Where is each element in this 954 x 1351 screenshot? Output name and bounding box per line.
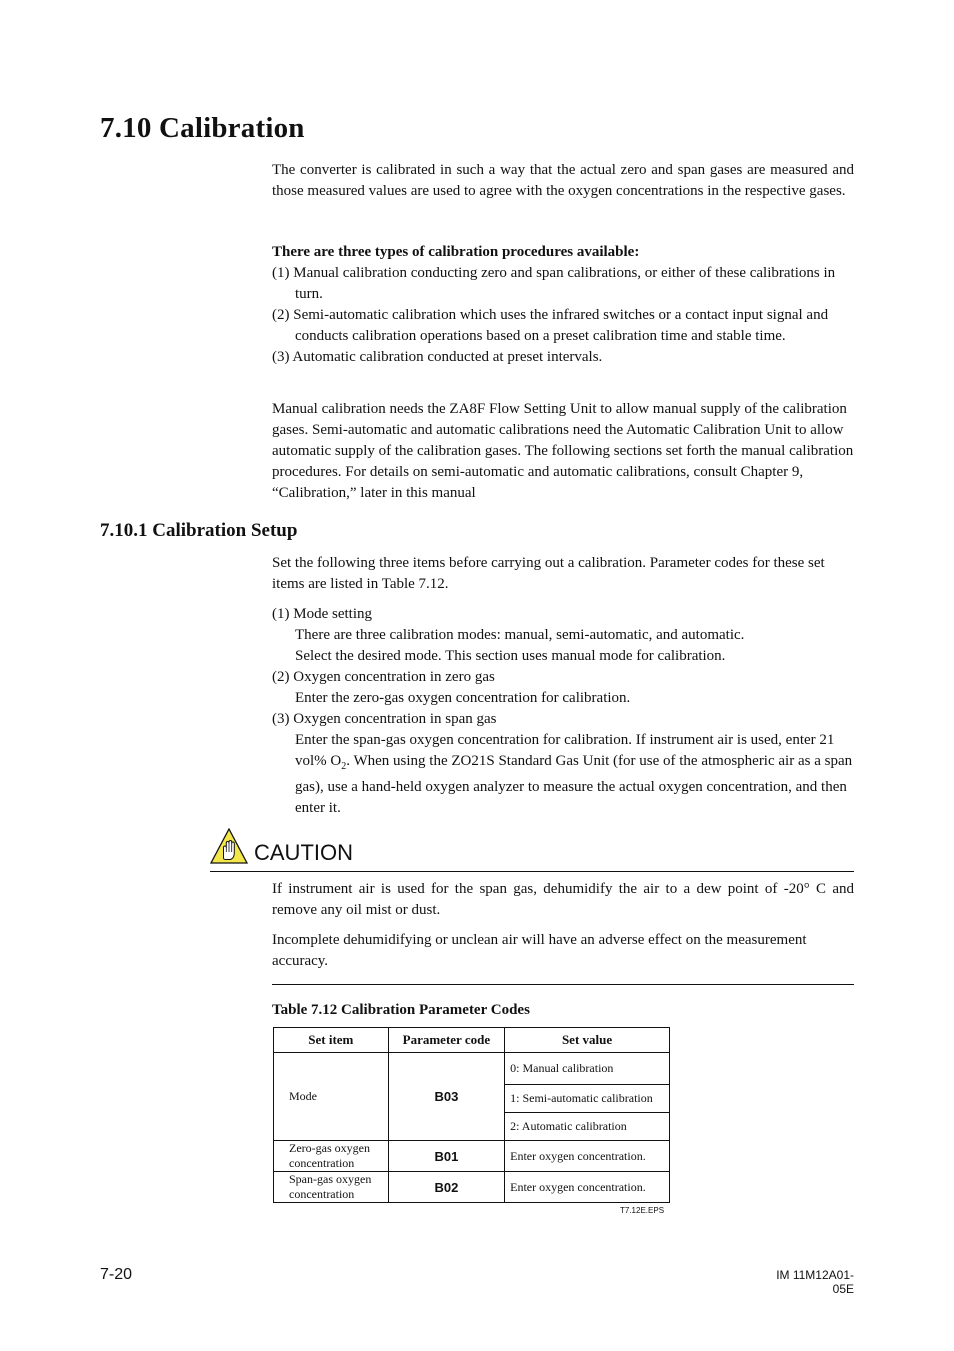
caution-text-1: If instrument air is used for the span gas, dehumidify the air to a dew point of -20° C and remove any oil mist or dust. [272, 881, 854, 918]
type-item: (1) Manual calibration conducting zero and span calibrations, or either of these calibrations in turn. [272, 265, 836, 302]
section-title: 7.10 Calibration [100, 112, 305, 144]
zero-gas-value: Enter oxygen concentration. [505, 1141, 670, 1172]
page-number: 7-20 [100, 1266, 133, 1283]
section-intro: The converter is calibrated in such a way that the actual zero and span gases are measured and those measured values are used to agree with the oxygen concentrations in the respective gases. [272, 162, 854, 199]
type-item: (2) Semi-automatic calibration which uses the infrared switches or a contact input signal and conducts calibration operations based on a preset calibration time and stable time. [272, 307, 829, 344]
setup-item-label: (3) Oxygen concentration in span gas [272, 711, 497, 727]
table-caption: Table 7.12 Calibration Parameter Codes [272, 1002, 530, 1018]
mode-value: 1: Semi-automatic calibration [505, 1085, 670, 1113]
caution-text-2: Incomplete dehumidifying or unclean air will have an adverse effect on the measurement accuracy. [272, 932, 807, 969]
mode-item: Mode [274, 1053, 389, 1141]
types-heading: There are three types of calibration procedures available: [272, 244, 640, 260]
table-row [274, 1053, 670, 1085]
caution-end-rule [272, 984, 854, 985]
span-gas-text-end: . When using the ZO21S Standard Gas Unit (for use of the atmospheric air as a span gas), use a hand-held oxygen analyzer to measure the actual oxygen concentration, and then enter it. [295, 753, 853, 816]
table-row [274, 1172, 670, 1203]
header-set-value: Set value [505, 1028, 670, 1053]
parameter-table [273, 1027, 670, 1203]
setup-item-text [272, 730, 854, 819]
span-gas-text-start: Enter the span-gas oxygen concentration for calibration. If instrument air is used, enter 21 vol% O [295, 732, 835, 769]
zero-gas-code: B01 [388, 1141, 504, 1172]
subsection-title: 7.10.1 Calibration Setup [100, 520, 298, 541]
mode-code: B03 [388, 1053, 504, 1141]
header-parameter-code: Parameter code [388, 1028, 504, 1053]
table-header-row [274, 1028, 670, 1053]
caution-hand-icon [210, 828, 248, 864]
setup-item-text: Select the desired mode. This section uses manual mode for calibration. [295, 648, 726, 664]
span-gas-item-line: concentration [289, 1187, 355, 1201]
span-gas-value: Enter oxygen concentration. [505, 1172, 670, 1203]
document-id: IM 11M12A01-05E [776, 1268, 854, 1296]
subsection-intro: Set the following three items before carrying out a calibration. Parameter codes for these set items are listed in Table 7.12. [272, 555, 825, 592]
table-row [274, 1141, 670, 1172]
span-gas-item-line: Span-gas oxygen [289, 1172, 372, 1186]
caution-label: CAUTION [254, 840, 353, 865]
zero-gas-item-line: concentration [289, 1156, 355, 1170]
setup-item-label: (1) Mode setting [272, 606, 372, 622]
zero-gas-item [274, 1141, 389, 1172]
caution-header [210, 828, 854, 872]
header-set-item: Set item [274, 1028, 389, 1053]
mode-value: 0: Manual calibration [505, 1053, 670, 1085]
calibration-types [272, 242, 854, 368]
setup-item-label: (2) Oxygen concentration in zero gas [272, 669, 495, 685]
setup-item-text: There are three calibration modes: manual, semi-automatic, and automatic. [295, 627, 745, 643]
setup-items [272, 604, 854, 819]
figure-file-label: T7.12E.EPS [620, 1206, 665, 1215]
span-gas-code: B02 [388, 1172, 504, 1203]
o2-subscript: 2 [341, 761, 347, 772]
zero-gas-item-line: Zero-gas oxygen [289, 1141, 370, 1155]
type-item: (3) Automatic calibration conducted at preset intervals. [272, 349, 603, 365]
manual-calibration-note: Manual calibration needs the ZA8F Flow Setting Unit to allow manual supply of the calibration gases. Semi-automatic and automatic calibrations need the Automatic Calibration Unit to allow automatic supply of the calibration gases. The following sections set forth the manual calibration procedures. For details on semi-automatic and automatic calibrations, consult Chapter 9, “Calibration,” later in this manual [272, 401, 854, 501]
mode-value: 2: Automatic calibration [505, 1113, 670, 1141]
span-gas-item [274, 1172, 389, 1203]
setup-item-text: Enter the zero-gas oxygen concentration for calibration. [295, 690, 631, 706]
